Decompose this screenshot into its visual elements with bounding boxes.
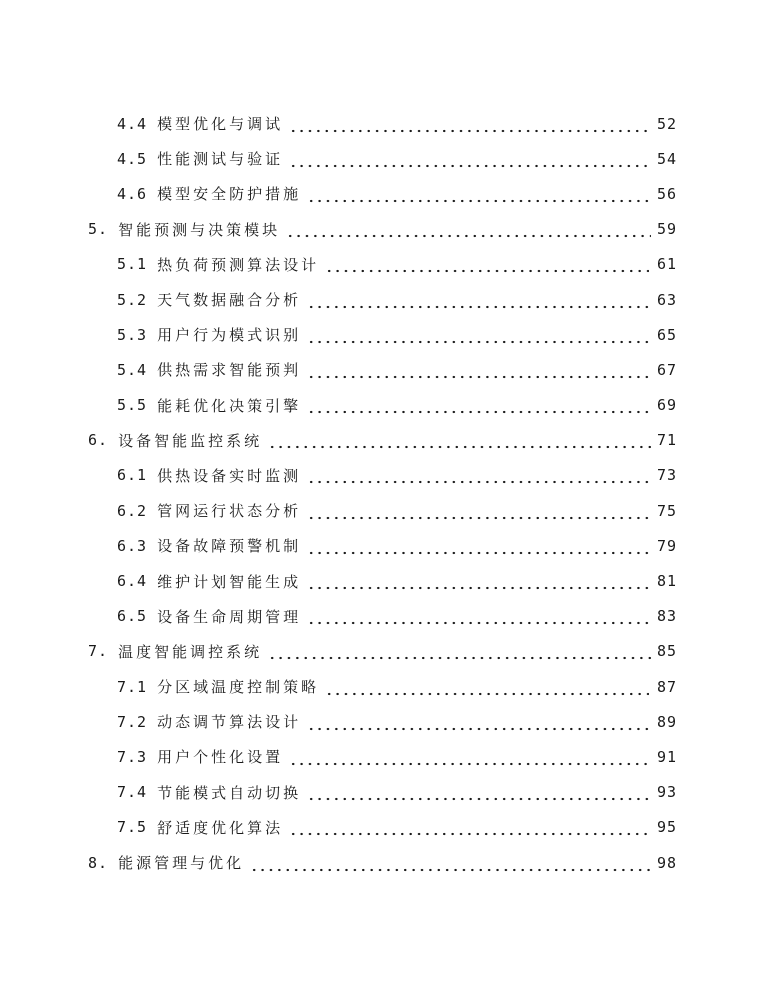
toc-entry-title: 天气数据融合分析 bbox=[157, 291, 302, 310]
toc-section-entry[interactable] bbox=[0, 106, 765, 141]
toc-entry-number: 7.5 bbox=[117, 818, 148, 837]
toc-entry-title: 设备故障预警机制 bbox=[157, 537, 302, 556]
toc-entry-title: 管网运行状态分析 bbox=[157, 502, 302, 521]
toc-dot-leader bbox=[307, 472, 649, 484]
toc-page-number: 56 bbox=[656, 184, 677, 203]
toc-entry-title: 供热设备实时监测 bbox=[157, 466, 302, 485]
toc-entry-title: 能耗优化决策引擎 bbox=[157, 396, 302, 415]
toc-dot-leader bbox=[325, 684, 649, 696]
toc-entry-number: 4.4 bbox=[117, 114, 148, 133]
toc-section-entry[interactable] bbox=[0, 599, 765, 634]
toc-page-number: 54 bbox=[656, 149, 677, 168]
toc-page-number: 59 bbox=[656, 220, 677, 239]
toc-entry-title: 温度智能调控系统 bbox=[118, 642, 263, 661]
toc-section-entry[interactable] bbox=[0, 176, 765, 211]
toc-dot-leader bbox=[289, 824, 649, 836]
toc-page-number: 75 bbox=[656, 501, 677, 520]
toc-entry-number: 7.1 bbox=[117, 677, 148, 696]
toc-section-entry[interactable] bbox=[0, 247, 765, 282]
toc-entry-number: 5.3 bbox=[117, 325, 148, 344]
toc-section-entry[interactable] bbox=[0, 141, 765, 176]
toc-entry-number: 4.6 bbox=[117, 184, 148, 203]
toc-dot-leader bbox=[307, 191, 649, 203]
toc-entry-title: 节能模式自动切换 bbox=[157, 783, 302, 802]
toc-entry-title: 设备智能监控系统 bbox=[118, 431, 263, 450]
toc-entry-number: 6.4 bbox=[117, 572, 148, 591]
toc-page-number: 52 bbox=[656, 114, 677, 133]
toc-entry-number: 8. bbox=[88, 853, 109, 872]
toc-dot-leader bbox=[268, 648, 651, 660]
toc-page-number: 93 bbox=[656, 783, 677, 802]
toc-page-number: 95 bbox=[656, 818, 677, 837]
toc-entry-title: 用户个性化设置 bbox=[157, 748, 284, 767]
toc-entry-number: 5. bbox=[88, 220, 109, 239]
toc-section-entry[interactable] bbox=[0, 669, 765, 704]
toc-page-number: 67 bbox=[656, 360, 677, 379]
toc-chapter-entry[interactable] bbox=[0, 212, 765, 247]
toc-section-entry[interactable] bbox=[0, 458, 765, 493]
toc-dot-leader bbox=[289, 156, 649, 168]
toc-entry-number: 4.5 bbox=[117, 149, 148, 168]
toc-entry-number: 6.1 bbox=[117, 466, 148, 485]
toc-dot-leader bbox=[307, 578, 649, 590]
toc-section-entry[interactable] bbox=[0, 493, 765, 528]
toc-entry-number: 5.5 bbox=[117, 396, 148, 415]
toc-section-entry[interactable] bbox=[0, 282, 765, 317]
toc-entry-number: 6.5 bbox=[117, 607, 148, 626]
toc-page-number: 61 bbox=[656, 255, 677, 274]
toc-dot-leader bbox=[289, 754, 649, 766]
toc-page-number: 85 bbox=[656, 642, 677, 661]
toc-chapter-entry[interactable] bbox=[0, 634, 765, 669]
table-of-contents bbox=[0, 106, 765, 880]
toc-dot-leader bbox=[307, 297, 649, 309]
toc-dot-leader bbox=[307, 508, 649, 520]
toc-page-number: 91 bbox=[656, 747, 677, 766]
toc-entry-title: 动态调节算法设计 bbox=[157, 713, 302, 732]
toc-dot-leader bbox=[307, 789, 649, 801]
toc-page-number: 73 bbox=[656, 466, 677, 485]
toc-entry-title: 热负荷预测算法设计 bbox=[157, 255, 320, 274]
toc-entry-number: 6. bbox=[88, 431, 109, 450]
toc-section-entry[interactable] bbox=[0, 810, 765, 845]
toc-entry-title: 设备生命周期管理 bbox=[157, 607, 302, 626]
toc-dot-leader bbox=[268, 437, 651, 449]
toc-entry-number: 6.3 bbox=[117, 536, 148, 555]
toc-dot-leader bbox=[307, 332, 649, 344]
toc-page-number: 87 bbox=[656, 677, 677, 696]
toc-page-number: 63 bbox=[656, 290, 677, 309]
toc-page-number: 89 bbox=[656, 712, 677, 731]
toc-entry-title: 维护计划智能生成 bbox=[157, 572, 302, 591]
toc-page-number: 69 bbox=[656, 396, 677, 415]
toc-entry-title: 性能测试与验证 bbox=[157, 150, 284, 169]
toc-entry-number: 5.2 bbox=[117, 290, 148, 309]
toc-entry-title: 模型优化与调试 bbox=[157, 115, 284, 134]
toc-dot-leader bbox=[307, 367, 649, 379]
toc-dot-leader bbox=[307, 402, 649, 414]
toc-section-entry[interactable] bbox=[0, 352, 765, 387]
toc-section-entry[interactable] bbox=[0, 317, 765, 352]
toc-dot-leader bbox=[286, 226, 651, 238]
toc-page-number: 81 bbox=[656, 572, 677, 591]
toc-section-entry[interactable] bbox=[0, 704, 765, 739]
toc-page-number: 79 bbox=[656, 536, 677, 555]
toc-section-entry[interactable] bbox=[0, 563, 765, 598]
toc-entry-title: 分区域温度控制策略 bbox=[157, 678, 320, 697]
toc-page-number: 71 bbox=[656, 431, 677, 450]
toc-entry-number: 7.4 bbox=[117, 783, 148, 802]
toc-entry-title: 模型安全防护措施 bbox=[157, 185, 302, 204]
toc-section-entry[interactable] bbox=[0, 739, 765, 774]
toc-dot-leader bbox=[307, 613, 649, 625]
toc-dot-leader bbox=[250, 860, 651, 872]
toc-entry-number: 6.2 bbox=[117, 501, 148, 520]
toc-entry-title: 舒适度优化算法 bbox=[157, 818, 284, 837]
toc-entry-number: 7.3 bbox=[117, 747, 148, 766]
toc-chapter-entry[interactable] bbox=[0, 423, 765, 458]
toc-page-number: 98 bbox=[656, 853, 677, 872]
toc-entry-number: 7.2 bbox=[117, 712, 148, 731]
toc-chapter-entry[interactable] bbox=[0, 845, 765, 880]
toc-entry-title: 用户行为模式识别 bbox=[157, 326, 302, 345]
toc-page-number: 65 bbox=[656, 325, 677, 344]
toc-entry-title: 能源管理与优化 bbox=[118, 854, 245, 873]
toc-dot-leader bbox=[307, 543, 649, 555]
toc-dot-leader bbox=[325, 261, 649, 273]
toc-entry-title: 智能预测与决策模块 bbox=[118, 220, 281, 239]
toc-dot-leader bbox=[289, 121, 649, 133]
toc-entry-number: 5.1 bbox=[117, 255, 148, 274]
toc-dot-leader bbox=[307, 719, 649, 731]
toc-entry-title: 供热需求智能预判 bbox=[157, 361, 302, 380]
toc-section-entry[interactable] bbox=[0, 775, 765, 810]
toc-section-entry[interactable] bbox=[0, 388, 765, 423]
toc-entry-number: 5.4 bbox=[117, 360, 148, 379]
toc-section-entry[interactable] bbox=[0, 528, 765, 563]
toc-page-number: 83 bbox=[656, 607, 677, 626]
toc-entry-number: 7. bbox=[88, 642, 109, 661]
